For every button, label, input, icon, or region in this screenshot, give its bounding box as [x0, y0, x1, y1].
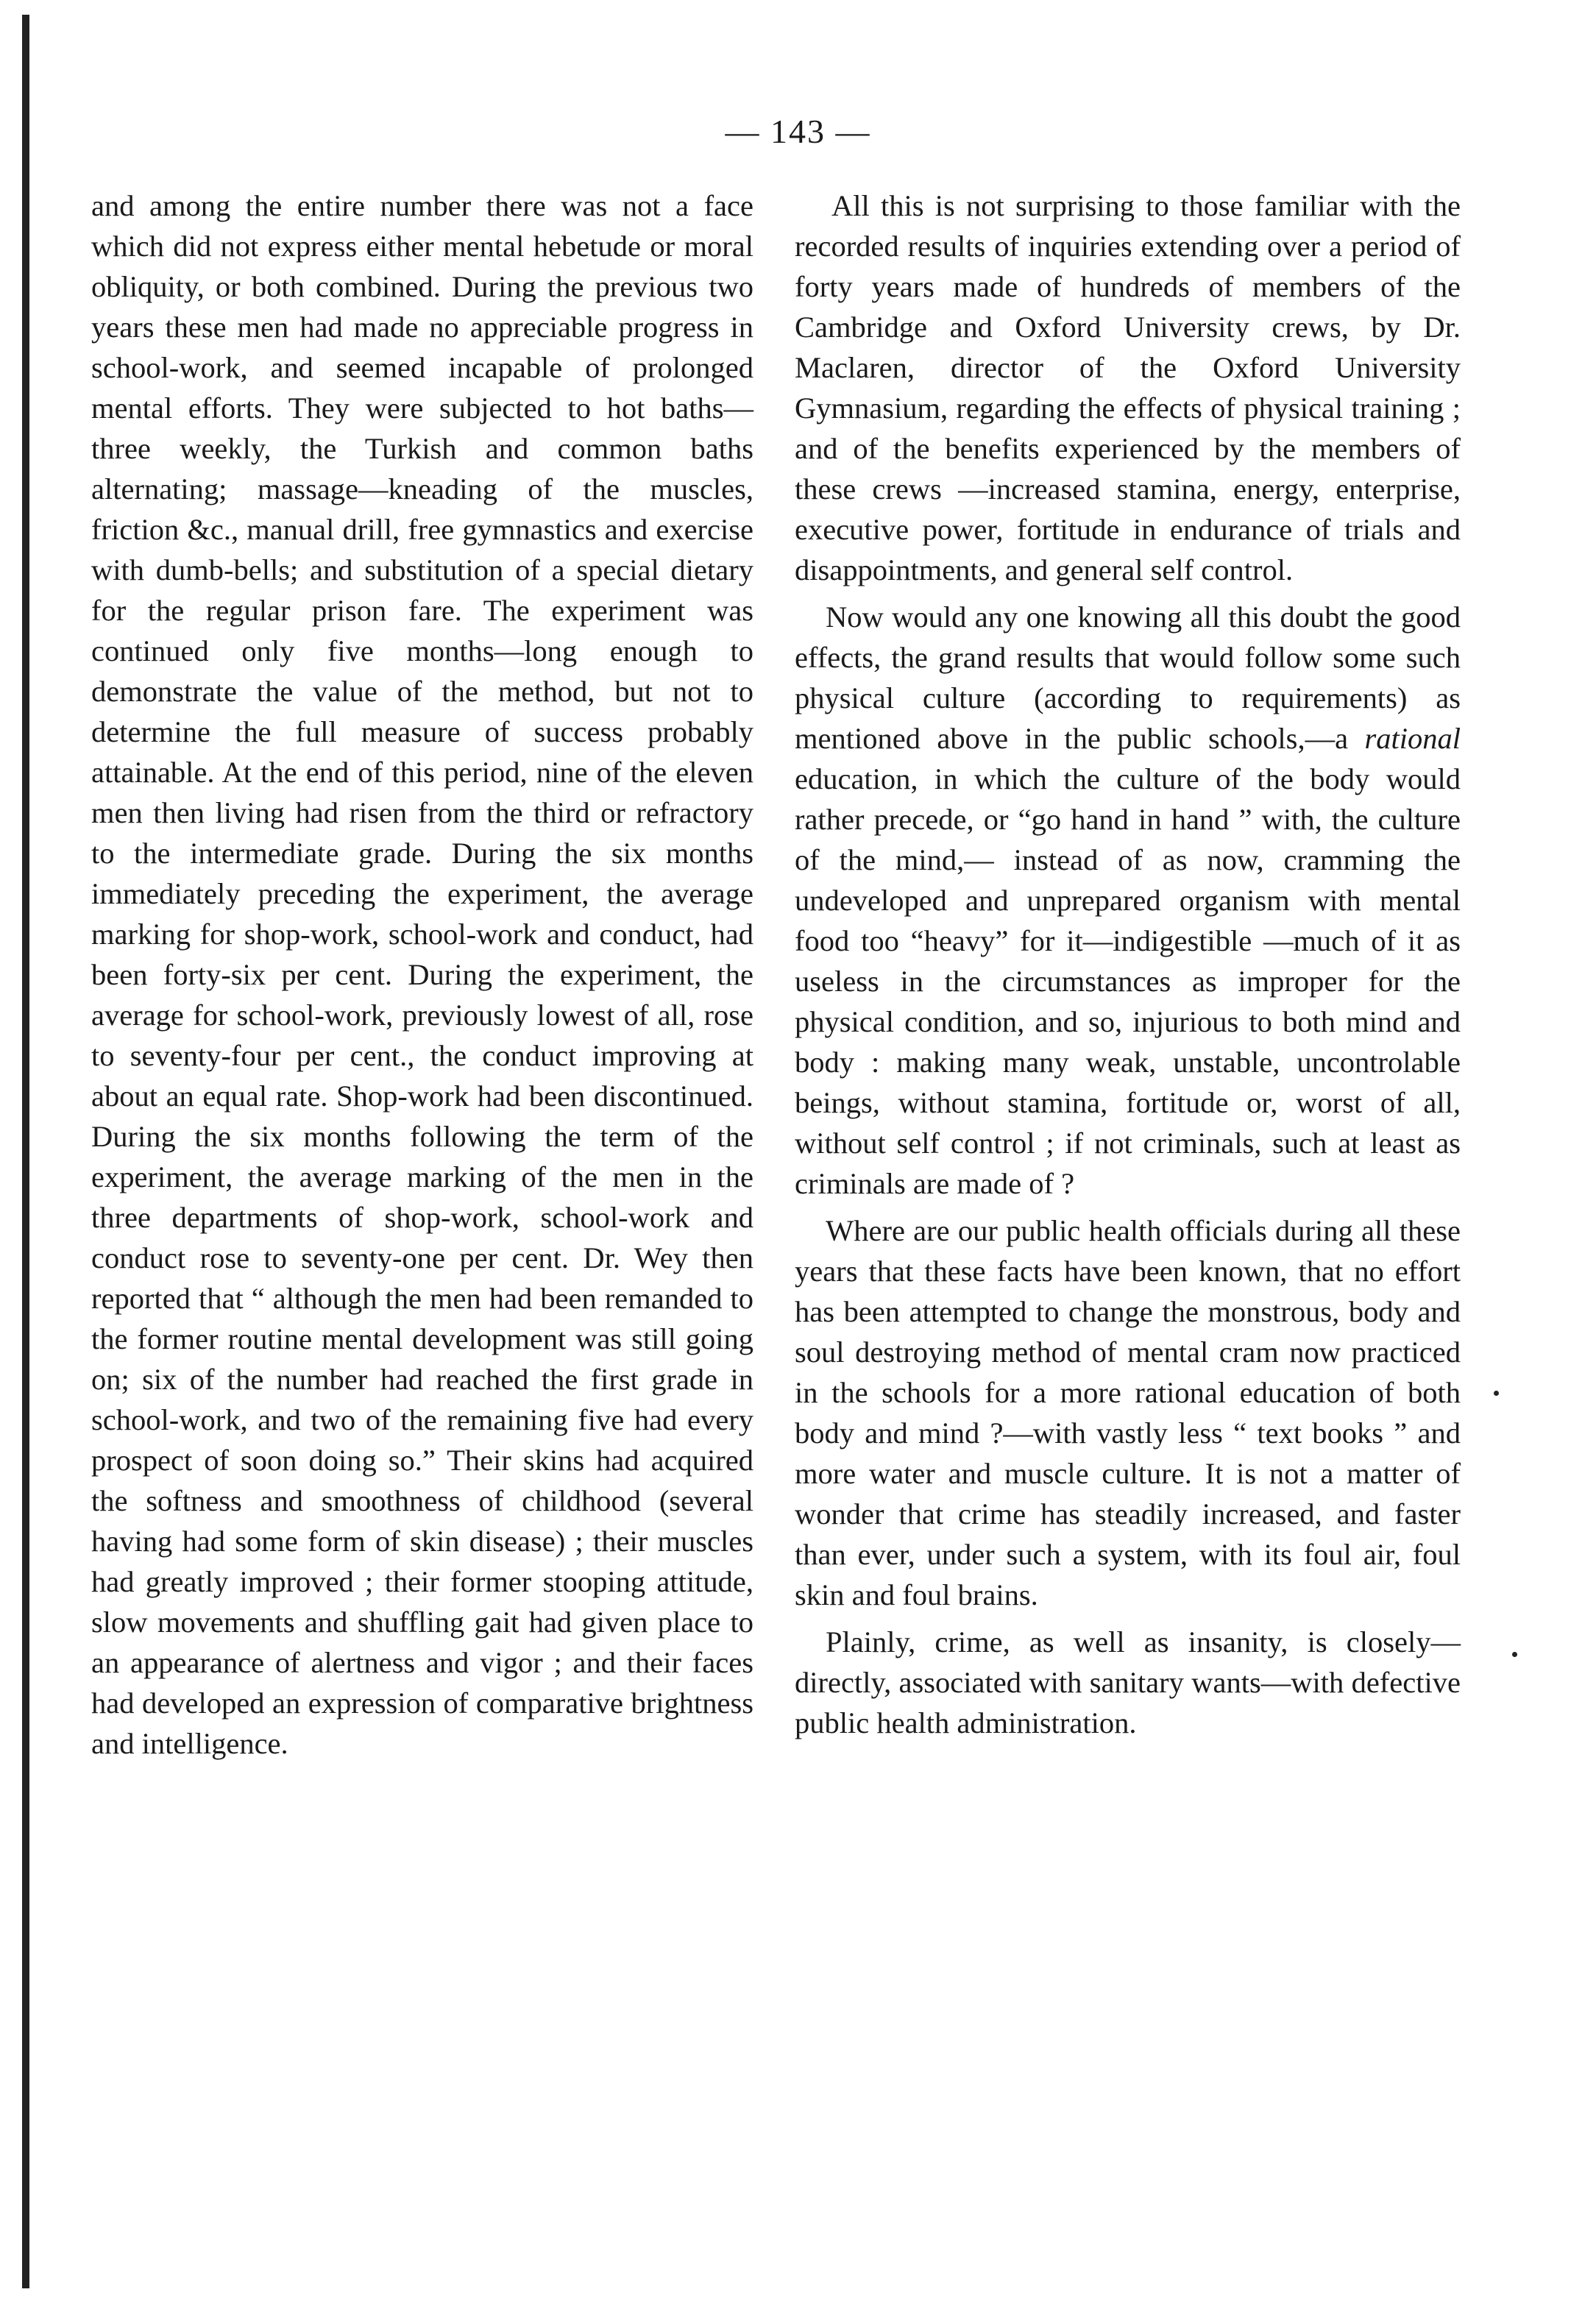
right-column [795, 185, 1461, 1750]
right-paragraph-2 [795, 597, 1461, 1204]
left-paragraph-1: and among the entire number there was not a face which did not express either mental hebetude or moral obliquity, or both combined. During the previous two years these men had made no appreciable progress in school-work, and seemed incapable of prolonged mental efforts. They were subjected to hot baths—three weekly, the Turkish and common baths alternating; massage—kneading of the muscles, friction &c., manual drill, free gymnastics and exercise with dumb-bells; and substitution of a special dietary for the regular prison fare. The experiment was continued only five months—long enough to demonstrate the value of the method, but not to determine the full measure of success probably attainable. At the end of this period, nine of the eleven men then living had risen from the third or refractory to the intermediate grade. During the six months immediately preceding the experiment, the average marking for shop-work, school-work and conduct, had been forty-six per cent. During the experiment, the average for school-work, previously lowest of all, rose to seventy-four per cent., the conduct improving at about an equal rate. Shop-work had been discontinued. During the six months following the term of the experiment, the average marking of the men in the three departments of shop-work, school-work and conduct rose to seventy-one per cent. Dr. Wey then reported that “ although the men had been remanded to the former routine mental development was still going on; six of the number had reached the first grade in school-work, and two of the remaining five had every prospect of soon doing so.” Their skins had acquired the softness and smoothness of childhood (several having had some form of skin disease) ; their muscles had greatly improved ; their former stooping attitude, slow movements and shuffling gait had given place to an appearance of alertness and vigor ; and their faces had developed an expression of comparative brightness and intelligence. [91, 189, 753, 1760]
stray-ink-dot [1512, 1652, 1517, 1657]
left-column [91, 185, 753, 1764]
right-paragraph-2-text-before: Now would any one knowing all this doubt the good effects, the grand results that would follow some such physical culture (according to requirements) as mentioned above in the public schools,—a [795, 600, 1461, 755]
right-paragraph-3: Where are our public health officials during all these years that these facts have been known, that no effort has been attempted to change the monstrous, body and soul destroying method of mental cram now practiced in the schools for a more rational education of both body and mind ?—with vastly less “ text books ” and more water and muscle culture. It is not a matter of wonder that crime has steadily increased, and faster than ever, under such a system, with its foul air, foul skin and foul brains. [795, 1214, 1461, 1611]
right-paragraph-1: All this is not surprising to those familiar with the recorded results of inquiries extending over a period of forty years made of hundreds of members of the Cambridge and Oxford University crews, by Dr. Maclaren, director of the Oxford University Gymnasium, regarding the effects of physical training ; and of the benefits experienced by the members of these crews —increased stamina, energy, enterprise, executive power, fortitude in endurance of trials and disappointments, and general self control. [795, 189, 1461, 586]
right-paragraph-4: Plainly, crime, as well as insanity, is closely—directly, associated with sanitary wants—with defective public health administration. [795, 1625, 1461, 1739]
page-binding-edge [22, 15, 29, 2288]
right-paragraph-2-text-after: education, in which the culture of the body would rather precede, or “go hand in hand ” with, the culture of the mind,— instead of as now, cramming the undeveloped and unprepared organism with mental food too “heavy” for it—indigestible —much of it as useless in the circumstances as improper for the physical condition, and so, injurious to both mind and body : making many weak, unstable, uncontrolable beings, without stamina, fortitude or, worst of all, without self control ; if not criminals, such at least as criminals are made of ? [795, 762, 1461, 1200]
right-paragraph-2-emphasis: rational [1364, 722, 1461, 755]
stray-ink-dot [1494, 1391, 1499, 1396]
page-number: — 143 — [725, 113, 871, 150]
